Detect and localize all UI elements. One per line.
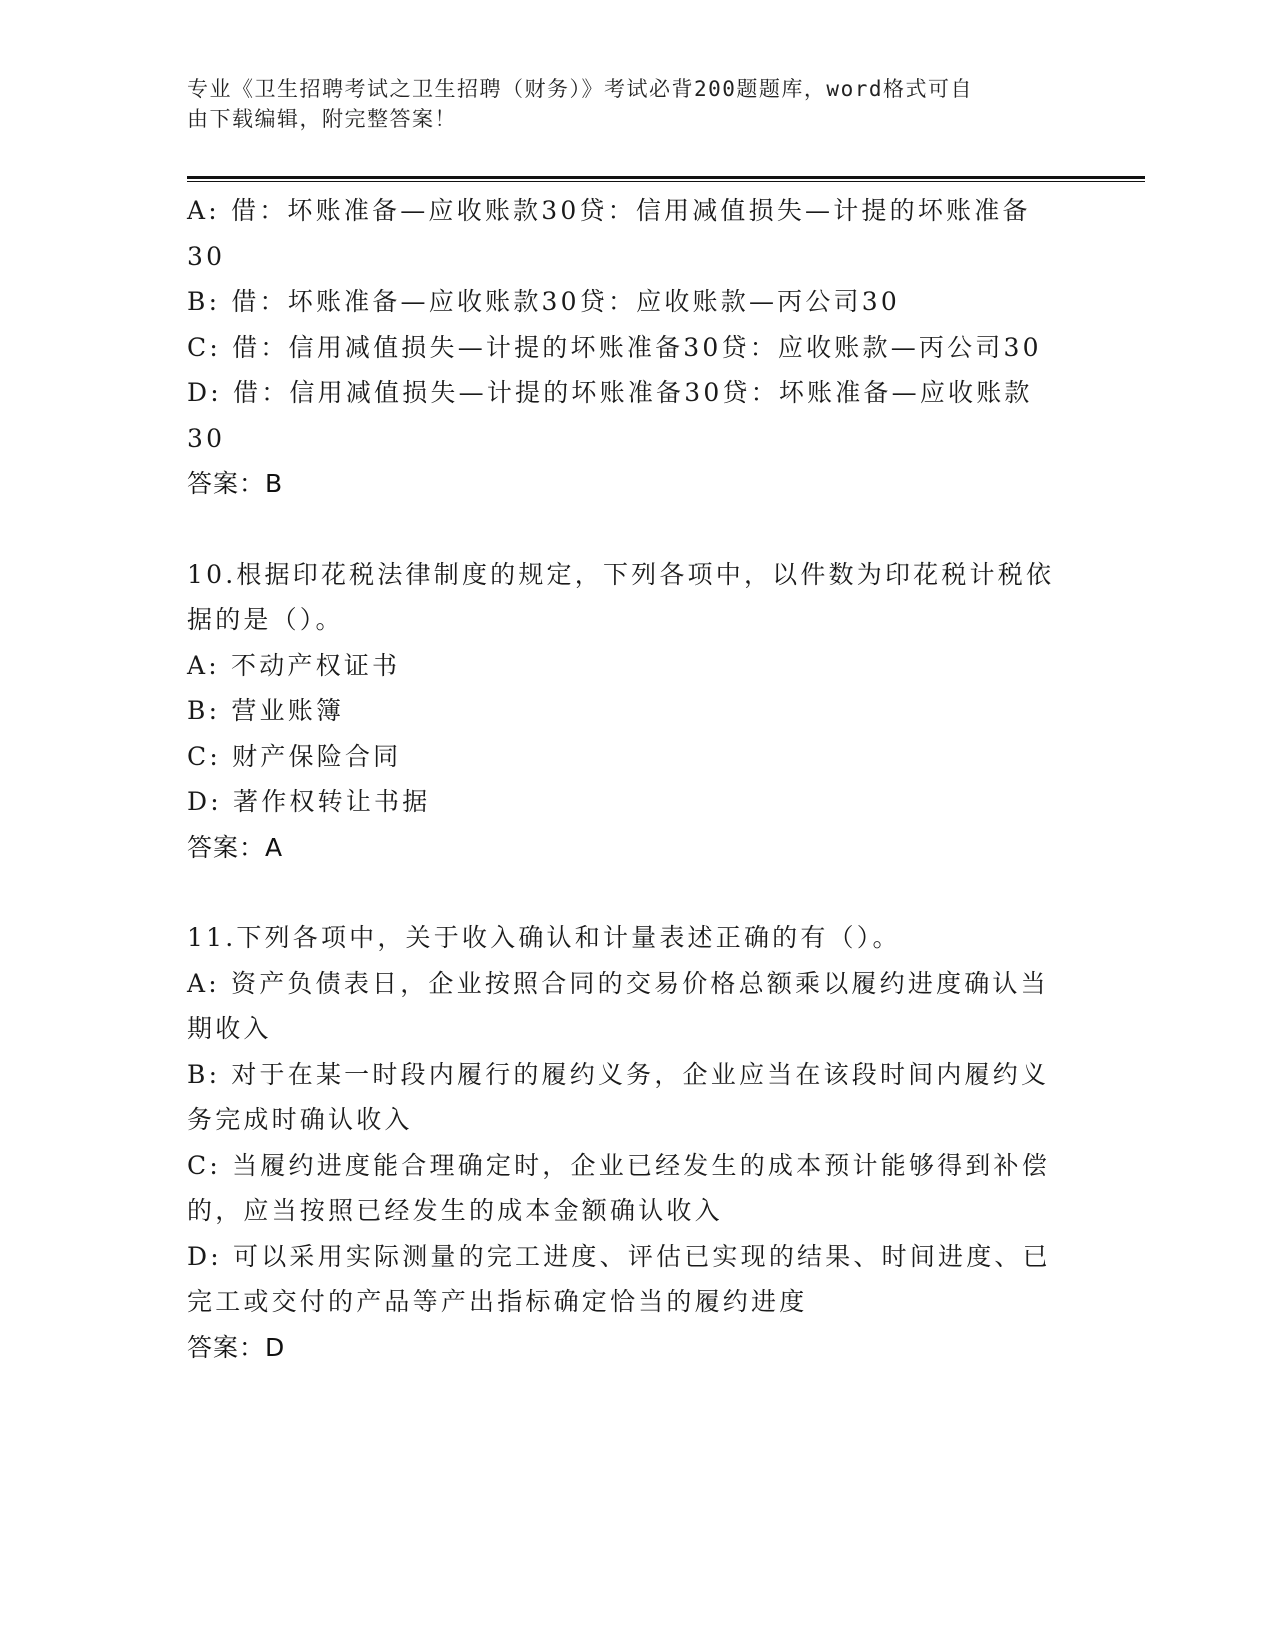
question-11 [187, 915, 1087, 1370]
question-stem-line-2: 据的是（）。 [187, 605, 344, 634]
option-d-line-2: 完工或交付的产品等产出指标确定恰当的履约进度 [187, 1287, 808, 1316]
option-d: D: 著作权转让书据 [187, 787, 431, 816]
header-divider-thick [187, 176, 1145, 179]
option-d-line-2: 30 [187, 423, 226, 453]
option-a-line-2: 30 [187, 241, 226, 271]
option-c-line-1: C: 当履约进度能合理确定时，企业已经发生的成本预计能够得到补偿 [187, 1150, 1050, 1180]
question-stem-line-1: 10.根据印花税法律制度的规定，下列各项中，以件数为印花税计税依 [187, 559, 1055, 589]
option-d-line-1: D: 可以采用实际测量的完工进度、评估已实现的结果、时间进度、已 [187, 1241, 1051, 1271]
option-c: C: 财产保险合同 [187, 741, 402, 771]
option-d-line-1: D: 借：信用减值损失—计提的坏账准备30贷：坏账准备—应收账款 [187, 378, 1033, 407]
option-a: A: 不动产权证书 [187, 650, 401, 680]
option-b: B: 借：坏账准备—应收账款30贷：应收账款—丙公司30 [187, 287, 900, 316]
option-a-line-1: A: 借：坏账准备—应收账款30贷：信用减值损失—计提的坏账准备 [187, 196, 1031, 225]
option-a-line-2: 期收入 [187, 1014, 272, 1043]
spacer [187, 507, 1087, 552]
option-a-line-1: A: 资产负债表日，企业按照合同的交易价格总额乘以履约进度确认当 [187, 968, 1049, 998]
answer-9: 答案：B [187, 469, 284, 498]
header-line-1: 专业《卫生招聘考试之卫生招聘（财务）》考试必背200题题库，word格式可自 [187, 77, 973, 101]
option-c-line-2: 的，应当按照已经发生的成本金额确认收入 [187, 1196, 723, 1225]
document-body [187, 188, 1087, 1370]
option-b: B: 营业账簿 [187, 696, 345, 725]
header-line-2: 由下载编辑，附完整答案！ [187, 107, 457, 131]
spacer [187, 870, 1087, 915]
option-b-line-1: B: 对于在某一时段内履行的履约义务，企业应当在该段时间内履约义 [187, 1059, 1050, 1089]
document-header [187, 74, 1087, 134]
answer-10: 答案：A [187, 832, 284, 862]
question-10 [187, 552, 1087, 871]
option-c: C: 借：信用减值损失—计提的坏账准备30贷：应收账款—丙公司30 [187, 332, 1042, 362]
question-9-options [187, 188, 1087, 507]
header-divider-thin [187, 181, 1145, 182]
question-stem: 11.下列各项中，关于收入确认和计量表述正确的有（）。 [187, 923, 901, 952]
option-b-line-2: 务完成时确认收入 [187, 1105, 413, 1134]
answer-11: 答案：D [187, 1332, 286, 1362]
